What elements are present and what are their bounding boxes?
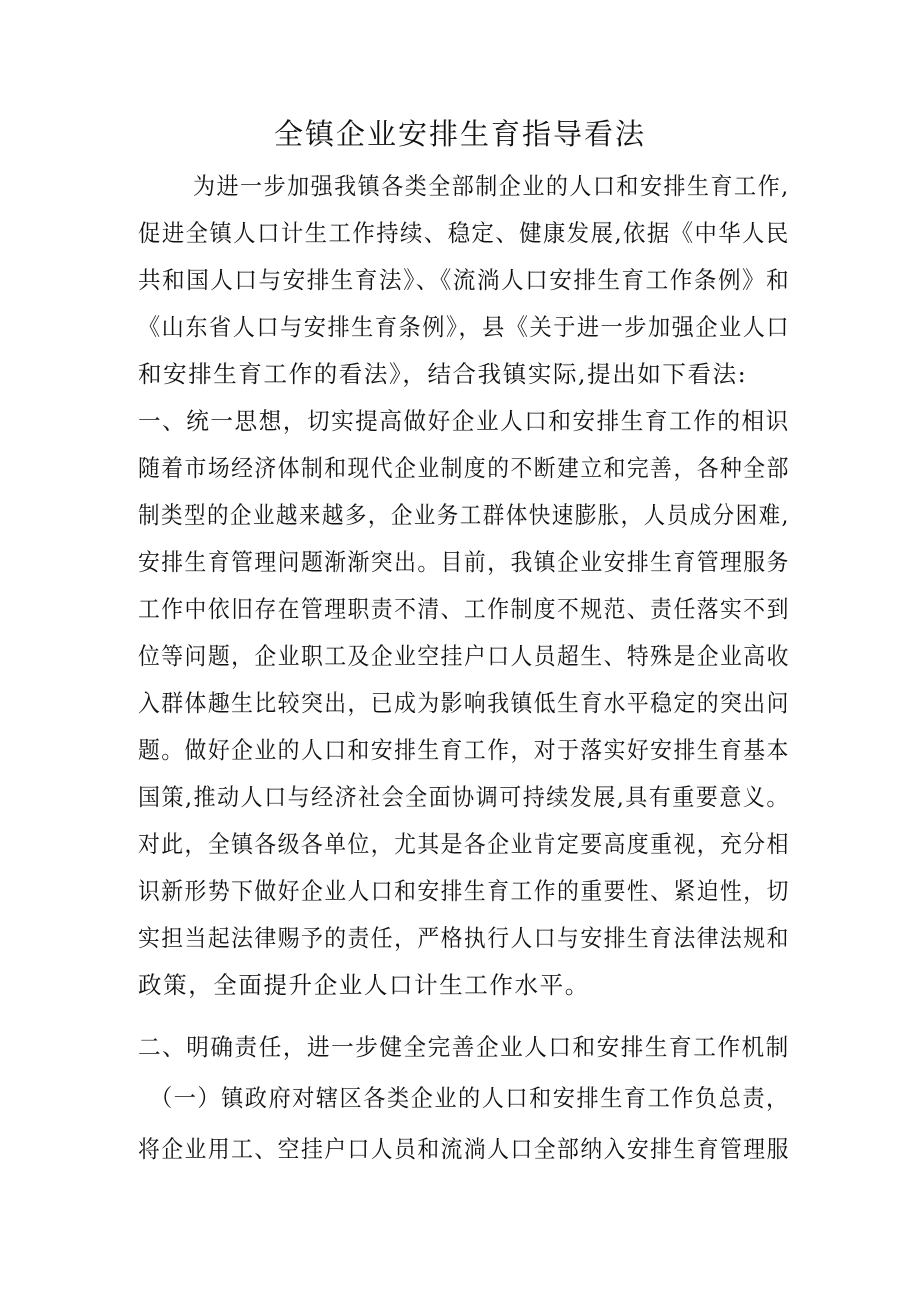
paragraph-line: 位等问题，企业职工及企业空挂户口人员超生、特殊是企业高收 [138, 642, 790, 670]
paragraph-line: 安排生育管理问题渐渐突出。目前，我镇企业安排生育管理服务 [138, 548, 790, 576]
paragraph-line: （一）镇政府对辖区各类企业的人口和安排生育工作负总责， [150, 1084, 790, 1112]
paragraph-line: 国策,推动人口与经济社会全面协调可持续发展,具有重要意义。 [138, 783, 790, 811]
section-heading-1: 一、统一思想，切实提高做好企业人口和安排生育工作的相识 [138, 407, 790, 435]
paragraph-line: 对此，全镇各级各单位，尤其是各企业肯定要高度重视，充分相 [138, 830, 790, 858]
paragraph-line: 和安排生育工作的看法》，结合我镇实际,提出如下看法: [138, 360, 748, 388]
paragraph-line: 将企业用工、空挂户口人员和流淌人口全部纳入安排生育管理服 [138, 1135, 790, 1163]
paragraph-line: 政策，全面提升企业人口计生工作水平。 [138, 971, 590, 999]
paragraph-line: 入群体趣生比较突出，已成为影响我镇低生育水平稳定的突出问 [138, 689, 790, 717]
paragraph-line: 实担当起法律赐予的责任，严格执行人口与安排生育法律法规和 [138, 924, 790, 952]
paragraph-line: 识新形势下做好企业人口和安排生育工作的重要性、紧迫性，切 [138, 877, 790, 905]
paragraph-line: 共和国人口与安排生育法》、《流淌人口安排生育工作条例》和 [138, 266, 791, 294]
paragraph-line: 随着市场经济体制和现代企业制度的不断建立和完善，各种全部 [138, 454, 790, 482]
section-heading-2: 二、明确责任，进一步健全完善企业人口和安排生育工作机制 [138, 1033, 790, 1061]
paragraph-line: 制类型的企业越来越多，企业务工群体快速膨胀，人员成分困难, [138, 501, 790, 529]
paragraph-line: 促进全镇人口计生工作持续、稳定、健康发展,依据《中华人民 [138, 219, 790, 247]
paragraph-line: 题。做好企业的人口和安排生育工作，对于落实好安排生育基本 [138, 736, 790, 764]
document-title: 全镇企业安排生育指导看法 [273, 117, 646, 151]
paragraph-line: 《山东省人口与安排生育条例》，县《关于进一步加强企业人口 [138, 313, 791, 341]
paragraph-line: 为进一步加强我镇各类全部制企业的人口和安排生育工作, [193, 172, 790, 200]
paragraph-line: 工作中依旧存在管理职责不清、工作制度不规范、责任落实不到 [138, 595, 790, 623]
